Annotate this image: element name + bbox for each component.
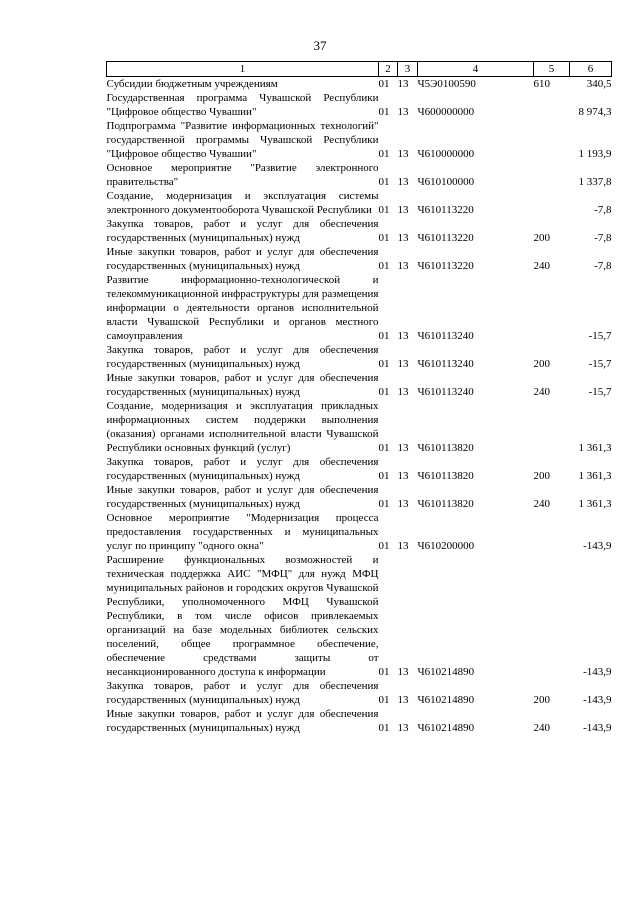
row-target-code: Ч610113820: [417, 442, 474, 454]
row-amount: 1 193,9: [578, 148, 612, 160]
table-row: [107, 161, 612, 189]
row-subsection: 13: [397, 442, 409, 454]
row-target-code: Ч610214890: [417, 694, 475, 706]
row-target-code: Ч610200000: [417, 540, 475, 552]
row-subsection: 13: [397, 386, 409, 398]
row-name: Государственная программа Чувашской Республики "Цифровое общество Чувашии": [106, 92, 379, 118]
row-target-code: Ч600000000: [417, 106, 475, 118]
row-target-code: Ч610113220: [417, 204, 474, 216]
row-amount: -15,7: [588, 330, 612, 342]
row-section: 01: [378, 722, 390, 734]
row-expense-type: [534, 161, 570, 189]
row-subsection: 13: [397, 204, 409, 216]
row-target-code: Ч610113240: [417, 358, 474, 370]
row-section: 01: [378, 330, 390, 342]
table-row: [107, 511, 612, 553]
row-section: 01: [378, 694, 390, 706]
row-subsection: 13: [397, 330, 409, 342]
row-name: Иные закупки товаров, работ и услуг для обеспечения государственных (муниципальных) нужд: [106, 484, 379, 510]
row-section: 01: [378, 106, 390, 118]
row-expense-type: 240: [533, 498, 550, 510]
column-header-1: 1: [107, 62, 379, 77]
row-name: Подпрограмма "Развитие информационных технологий" государственной программы Чувашской Республики "Цифровое общество Чувашии": [106, 120, 379, 160]
row-subsection: 13: [397, 498, 409, 510]
row-expense-type: [534, 511, 570, 553]
row-expense-type: 200: [533, 470, 550, 482]
table-row: [107, 483, 612, 511]
row-subsection: 13: [397, 694, 409, 706]
row-expense-type: 200: [533, 694, 550, 706]
row-target-code: Ч610113820: [417, 498, 474, 510]
table-row: [107, 679, 612, 707]
row-amount: -143,9: [583, 540, 612, 552]
row-subsection: 13: [397, 722, 409, 734]
row-target-code: Ч610214890: [417, 666, 475, 678]
row-expense-type: 200: [533, 358, 550, 370]
row-section: 01: [378, 540, 390, 552]
table-row: [107, 217, 612, 245]
row-amount: -143,9: [583, 666, 612, 678]
table-row: [107, 399, 612, 455]
row-expense-type: 610: [533, 78, 550, 90]
column-header-5: 5: [534, 62, 570, 77]
row-target-code: Ч610100000: [417, 176, 475, 188]
table-row: [107, 77, 612, 92]
row-expense-type: 240: [533, 260, 550, 272]
row-name: Закупка товаров, работ и услуг для обеспечения государственных (муниципальных) нужд: [106, 680, 379, 706]
row-amount: -7,8: [594, 232, 612, 244]
row-target-code: Ч610214890: [417, 722, 475, 734]
row-subsection: 13: [397, 358, 409, 370]
row-name: Закупка товаров, работ и услуг для обеспечения государственных (муниципальных) нужд: [106, 456, 379, 482]
table-row: [107, 119, 612, 161]
row-expense-type: [534, 553, 570, 679]
table-row: [107, 455, 612, 483]
row-section: 01: [378, 358, 390, 370]
table-row: [107, 245, 612, 273]
row-name: Иные закупки товаров, работ и услуг для обеспечения государственных (муниципальных) нужд: [106, 708, 379, 734]
row-subsection: 13: [397, 540, 409, 552]
table-row: [107, 189, 612, 217]
row-expense-type: 200: [533, 232, 550, 244]
row-section: 01: [378, 498, 390, 510]
row-section: 01: [378, 260, 390, 272]
row-name: Закупка товаров, работ и услуг для обеспечения государственных (муниципальных) нужд: [106, 218, 379, 244]
row-section: 01: [378, 666, 390, 678]
row-subsection: 13: [397, 176, 409, 188]
table-row: [107, 707, 612, 735]
page-number: 37: [313, 38, 327, 53]
row-amount: 1 337,8: [578, 176, 612, 188]
row-subsection: 13: [397, 470, 409, 482]
row-amount: -15,7: [588, 358, 612, 370]
row-section: 01: [378, 78, 390, 90]
row-expense-type: 240: [533, 722, 550, 734]
row-subsection: 13: [397, 260, 409, 272]
row-target-code: Ч610113240: [417, 330, 474, 342]
row-target-code: Ч610113220: [417, 260, 474, 272]
row-name: Создание, модернизация и эксплуатация системы электронного документооборота Чувашской Республики: [106, 190, 379, 216]
row-amount: -7,8: [594, 204, 612, 216]
row-section: 01: [378, 470, 390, 482]
row-section: 01: [378, 204, 390, 216]
row-amount: -143,9: [583, 694, 612, 706]
row-amount: 1 361,3: [578, 498, 612, 510]
row-subsection: 13: [397, 148, 409, 160]
column-header-6: 6: [570, 62, 612, 77]
table-row: [107, 343, 612, 371]
table-row: [107, 273, 612, 343]
row-name: Создание, модернизация и эксплуатация прикладных информационных систем поддержки выполнения (оказания) органами исполнительной власти Чувашской Республики основных функций (услуг): [106, 400, 379, 454]
row-name: Расширение функциональных возможностей и техническая поддержка АИС "МФЦ" для нужд МФЦ муниципальных районов и городских округов Чувашской Республики, уполномоченного МФЦ Чувашской Республики, в том числе офисов привлекаемых организаций на базе модельных библиотек сельских поселений, общее программное обеспечение, обеспечение средствами защиты от несанкционированного доступа к информации: [106, 554, 379, 678]
row-expense-type: [534, 189, 570, 217]
row-name: Субсидии бюджетным учреждениям: [106, 78, 278, 90]
row-target-code: Ч610113820: [417, 470, 474, 482]
row-amount: -143,9: [583, 722, 612, 734]
row-expense-type: [534, 91, 570, 119]
row-name: Иные закупки товаров, работ и услуг для обеспечения государственных (муниципальных) нужд: [106, 372, 379, 398]
row-subsection: 13: [397, 106, 409, 118]
table-row: [107, 371, 612, 399]
column-header-2: 2: [379, 62, 398, 77]
table-row: [107, 553, 612, 679]
row-name: Основное мероприятие "Развитие электронного правительства": [106, 162, 379, 188]
row-amount: -7,8: [594, 260, 612, 272]
row-expense-type: [534, 273, 570, 343]
row-subsection: 13: [397, 666, 409, 678]
row-expense-type: [534, 399, 570, 455]
row-target-code: Ч610113240: [417, 386, 474, 398]
row-amount: 1 361,3: [578, 442, 612, 454]
row-expense-type: [534, 119, 570, 161]
row-section: 01: [378, 386, 390, 398]
row-amount: -15,7: [588, 386, 612, 398]
row-name: Закупка товаров, работ и услуг для обеспечения государственных (муниципальных) нужд: [106, 344, 379, 370]
budget-table: [106, 61, 612, 735]
row-section: 01: [378, 148, 390, 160]
row-target-code: Ч5Э0100590: [417, 78, 476, 90]
row-subsection: 13: [397, 232, 409, 244]
row-target-code: Ч610113220: [417, 232, 474, 244]
row-name: Иные закупки товаров, работ и услуг для обеспечения государственных (муниципальных) нужд: [106, 246, 379, 272]
row-section: 01: [378, 232, 390, 244]
row-expense-type: 240: [533, 386, 550, 398]
column-header-3: 3: [398, 62, 418, 77]
row-target-code: Ч610000000: [417, 148, 475, 160]
row-name: Основное мероприятие "Модернизация процесса предоставления государственных и муниципальных услуг по принципу "одного окна": [106, 512, 379, 552]
row-subsection: 13: [397, 78, 409, 90]
table-row: [107, 91, 612, 119]
row-section: 01: [378, 176, 390, 188]
row-amount: 8 974,3: [578, 106, 612, 118]
table-header-row: [107, 62, 612, 77]
row-name: Развитие информационно-технологической и телекоммуникационной инфраструктуры для размещения информации о деятельности органов исполнительной власти Чувашской Республики и органов местного самоуправления: [106, 274, 379, 342]
row-amount: 340,5: [586, 78, 612, 90]
row-amount: 1 361,3: [578, 470, 612, 482]
row-section: 01: [378, 442, 390, 454]
column-header-4: 4: [418, 62, 534, 77]
